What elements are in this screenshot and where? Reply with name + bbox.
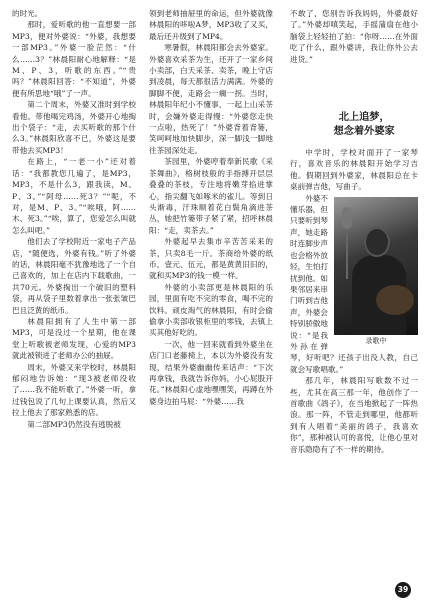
paragraph: 的时光。 [12, 9, 43, 18]
photo-figure [334, 197, 418, 347]
paragraph: 那时，爱听歌的他一直想要一部MP3，便对外婆说：“外婆，我想要一部MP3。”外婆一脸茫然：“什么……3？”林晨阳耐心地解释：“是M、P、3，听歌的东西。”“贵吗？”林晨阳回答：“不知道”，外婆便有所思地“哦”了一声。 [12, 20, 136, 98]
paragraph: 外婆的小卖部更是林晨阳的乐园，里面有吃不完的零食，喝不完的饮料。顽皮淘气的林晨阳，有时会偷偷拿小卖部收银柜里的零钱，去镇上买其他好吃的。 [149, 282, 273, 338]
paragraph: 那几年，林晨阳写歌数不过一些，尤其在高三那一年，他创作了一首歌曲《鸽子》，在当地掀起了一阵热浪。那一阵，不管走到哪里，他都听到有人唱着“美丽的鸽子，我喜欢你”，那种被认可的喜悦，让他心里对音乐隐隐有了不一样的期待。 [290, 376, 418, 454]
guitar-icon [376, 285, 414, 315]
paragraph: 周末，外婆又来学校时，林晨阳郁闷地告诉她：“现3被老师没收了……我不能听歌了。”外婆一听，拿过钱包说了几句上课要认真，然后又拉上他去了那家熟悉的店。 [12, 362, 136, 418]
paragraph: 第二部MP3仍然没有逃脱被 [27, 419, 121, 429]
section-heading [290, 111, 418, 139]
paragraph: 外婆起早去集市辛苦苦采来的茶，只卖8毛一斤。茶商给外婆的纸币，壹元、伍元，都是黄黄旧旧的，就和买MP3的钱一模一样。 [149, 237, 273, 281]
paragraph: 外婆不懂乐器，但只要听到琴声，她走路时连脚步声也会格外放轻，生怕打扰到他。如果邻居来串门听到吉他声，外婆会特别骄傲地说：“是我外孙在弹琴，好听吧？还孩子出没人教，自己就会写歌唱歌。” [290, 193, 418, 374]
photo-caption: 录歌中 [365, 336, 387, 345]
singer-head [364, 227, 390, 257]
paragraph: 中学时，学校对面开了一家琴行，喜欢音乐的林晨阳开始学习吉他。假期回到外婆家，林晨阳总在卡桌前弹吉他，写曲子。 [290, 148, 418, 192]
paragraph: 一次，他一回来就看到外婆坐在店门口老藤椅上，本以为外婆没有发现，结果外婆幽幽传来话声：“下次再拿钱，我就告诉你妈，小心屁股开花。”林晨阳心虚地嘿嘿笑，再蹲在外婆身边拍马屁：“外婆……我 [149, 339, 273, 406]
page-number: 39 [395, 582, 411, 598]
mic-stand [346, 229, 348, 279]
recording-photo [334, 197, 418, 335]
microphone-icon [342, 207, 352, 229]
paragraph: 不敢了，您别告诉我妈妈，外婆最好了。”外婆却嗔笑起，手摇蒲扇在他小脑袋上轻轻拍了拍：“你呀……在外面吃了什么，跟外婆讲，我让你外公去进货。” [290, 9, 418, 64]
paragraph: 在路上，“一老一小”还对着话：“我都教您几遍了，是MP3，MP3，不是什么3，跟我读，M、P、3。”“阿母……死3？”“呢，不对，是M、P、3。”“唉哦，阿……木、死3。”“唉，算了，您爱怎么叫就怎么叫吧。” [12, 157, 136, 235]
paragraph: 他们去了学校附近一家电子产品店，“随便选，外婆有钱。”听了外婆的话，林晨阳毫不犹豫地选了一个自己喜欢的，加上在店内下载歌曲，一共70元。外婆掏出一个破旧的塑料袋，再从袋子里数着拿出一张张皱巴巴且泛黄的纸币。 [12, 237, 136, 315]
paragraph: 第二个周末，外婆又准时到学校看他。带他喝完鸡汤，外婆开心地掏出个袋子：“走，去买听歌的那个什么3。”林晨阳欣喜不已，外婆这是要带他去买MP3！ [12, 100, 136, 155]
article-column-2 [149, 8, 273, 407]
paragraph: 领到老师抽屉里的命运，但外婆就像林晨阳的哆啦A梦，MP3收了又买，最后还升级到了MP4。 [149, 9, 273, 41]
paragraph: 茶园里，外婆哼着奉新民歌《采茶舞曲》，格树枝般的手指搏开层层叠叠的茶枝，专注地将嫩芽掐进掌心，指尖翻飞如啄米的雀儿。等到日头渐毒，汗珠顺着花白鬓角滴进茶丛，她把竹篓带子紧了紧，招呼林晨阳：“走，卖茶去。” [149, 157, 273, 235]
paragraph: 寒暑假，林晨阳都会去外婆家。外婆喜欢采茶为生，还开了一家乡间小卖部，白天采茶、卖茶，晚上守店到凌晨，每天都很活力满满。外婆的脚脚不便，走路会一瘸一拐。当时，林晨阳年纪小不懂事，一起上山采茶时，会嫌外婆走得慢：“外婆您走快一点啦，热死了！”外婆背着背篓，笑呵呵地加快脚步，深一脚浅一脚地往茶园深处走。 [149, 43, 273, 155]
section-heading-line2: 想念着外婆家 [333, 126, 395, 138]
section-heading-line1: 北上追梦， [338, 112, 390, 124]
article-column-1 [12, 8, 136, 430]
article-column-3 [290, 8, 418, 455]
paragraph: 林晨阳拥有了人生中第一部MP3，可是没过一个星期，他在课堂上听歌被老师发现，心爱的MP3就此被锁进了老师办公的抽屉。 [12, 316, 136, 361]
